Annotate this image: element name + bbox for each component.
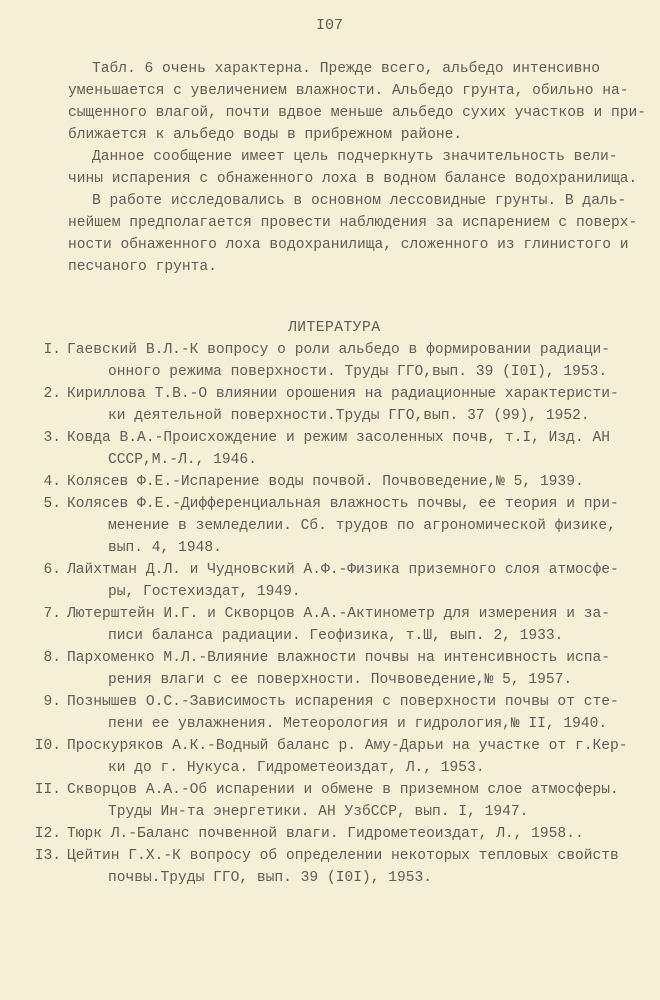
reference-number: 6.: [43, 562, 61, 578]
reference-text-continued: Труды Ин-та энергетики. АН УзбССР, вып. I, 1947.: [108, 804, 529, 820]
reference-text: Лютерштейн И.Г. и Скворцов А.А.-Актинометр для измерения и за-: [67, 606, 610, 622]
reference-text: Кириллова Т.В.-О влиянии орошения на радиационные характеристи-: [67, 386, 619, 402]
reference-item: [0, 559, 660, 603]
reference-number: 4.: [43, 474, 61, 490]
reference-text-continued: ки деятельной поверхности.Труды ГГО,вып. 37 (99), 1952.: [108, 408, 590, 424]
reference-item: [0, 691, 660, 735]
paragraph: [68, 58, 647, 146]
reference-text: Цейтин Г.Х.-К вопросу об определении некоторых тепловых свойств: [67, 848, 619, 864]
reference-text: Тюрк Л.-Баланс почвенной влаги. Гидрометеоиздат, Л., 1958..: [67, 826, 584, 842]
reference-text: Колясев Ф.Е.-Испарение воды почвой. Почвоведение,№ 5, 1939.: [67, 474, 584, 490]
text-line: Данное сообщение имеет цель подчеркнуть значительность вели-: [92, 149, 618, 165]
reference-text-continued: ки до г. Нукуса. Гидрометеоиздат, Л., 1953.: [108, 760, 485, 776]
paragraph: [68, 190, 643, 278]
reference-text-continued: вып. 4, 1948.: [108, 540, 222, 556]
body-text: [68, 58, 647, 278]
text-line: чины испарения с обнаженного лоха в водном балансе водохранилища.: [68, 171, 638, 187]
reference-text: Лайхтман Д.Л. и Чудновский А.Ф.-Физика приземного слоя атмосфе-: [67, 562, 619, 578]
reference-number: I.: [43, 342, 61, 358]
reference-number: 8.: [43, 650, 61, 666]
reference-number: I2.: [34, 826, 61, 842]
paragraph: [68, 146, 643, 190]
text-line: ближается к альбедо воды в прибрежном районе.: [68, 127, 463, 143]
reference-item: [0, 647, 660, 691]
reference-number: II.: [34, 782, 61, 798]
reference-text-continued: пени ее увлажнения. Метеорология и гидрология,№ II, 1940.: [108, 716, 608, 732]
reference-text-continued: менение в земледелии. Сб. трудов по агрономической физике,: [108, 518, 616, 534]
reference-item: [0, 735, 660, 779]
reference-number: 3.: [43, 430, 61, 446]
reference-item: [0, 493, 660, 559]
reference-text-continued: ры, Гостехиздат, 1949.: [108, 584, 301, 600]
text-line: уменьшается с увеличением влажности. Альбедо грунта, обильно на-: [68, 83, 629, 99]
reference-number: 5.: [43, 496, 61, 512]
text-line: сыщенного влагой, почти вдвое меньше альбедо сухих участков и при-: [68, 105, 647, 121]
reference-item: [0, 823, 660, 845]
reference-item: [0, 383, 660, 427]
reference-text-continued: СССР,М.-Л., 1946.: [108, 452, 257, 468]
reference-text: Скворцов А.А.-Об испарении и обмене в приземном слое атмосферы.: [67, 782, 619, 798]
reference-number: 7.: [43, 606, 61, 622]
reference-item: [0, 427, 660, 471]
references-list: [0, 339, 660, 889]
reference-number: I0.: [34, 738, 61, 754]
reference-text: Колясев Ф.Е.-Дифференциальная влажность почвы, ее теория и при-: [67, 496, 619, 512]
reference-text-continued: почвы.Труды ГГО, вып. 39 (I0I), 1953.: [108, 870, 433, 886]
reference-number: 2.: [43, 386, 61, 402]
reference-text: Познышев О.С.-Зависимость испарения с поверхности почвы от сте-: [67, 694, 619, 710]
text-line: нейшем предполагается провести наблюдения за испарением с поверх-: [68, 215, 638, 231]
text-line: ности обнаженного лоха водохранилища, сложенного из глинистого и: [68, 237, 629, 253]
text-line: В работе исследовались в основном лессовидные грунты. В даль-: [92, 193, 627, 209]
reference-text: Гаевский В.Л.-К вопросу о роли альбедо в формировании радиаци-: [67, 342, 610, 358]
reference-item: [0, 339, 660, 383]
reference-text: Ковда В.А.-Происхождение и режим засоленных почв, т.I, Изд. АН: [67, 430, 610, 446]
reference-number: 9.: [43, 694, 61, 710]
text-line: песчаного грунта.: [68, 259, 217, 275]
text-line: Табл. 6 очень характерна. Прежде всего, альбедо интенсивно: [92, 61, 600, 77]
page-number: I07: [316, 17, 344, 34]
reference-item: [0, 845, 660, 889]
reference-text-continued: писи баланса радиации. Геофизика, т.Ш, вып. 2, 1933.: [108, 628, 564, 644]
reference-text-continued: рения влаги с ее поверхности. Почвоведение,№ 5, 1957.: [108, 672, 573, 688]
reference-text: Пархоменко М.Л.-Влияние влажности почвы на интенсивность испа-: [67, 650, 610, 666]
reference-text: Проскуряков А.К.-Водный баланс р. Аму-Дарьи на участке от г.Кер-: [67, 738, 628, 754]
reference-item: [0, 471, 660, 493]
reference-text-continued: онного режима поверхности. Труды ГГО,вып. 39 (I0I), 1953.: [108, 364, 608, 380]
references-heading: ЛИТЕРАТУРА: [288, 320, 381, 336]
reference-item: [0, 603, 660, 647]
reference-number: I3.: [34, 848, 61, 864]
reference-item: [0, 779, 660, 823]
